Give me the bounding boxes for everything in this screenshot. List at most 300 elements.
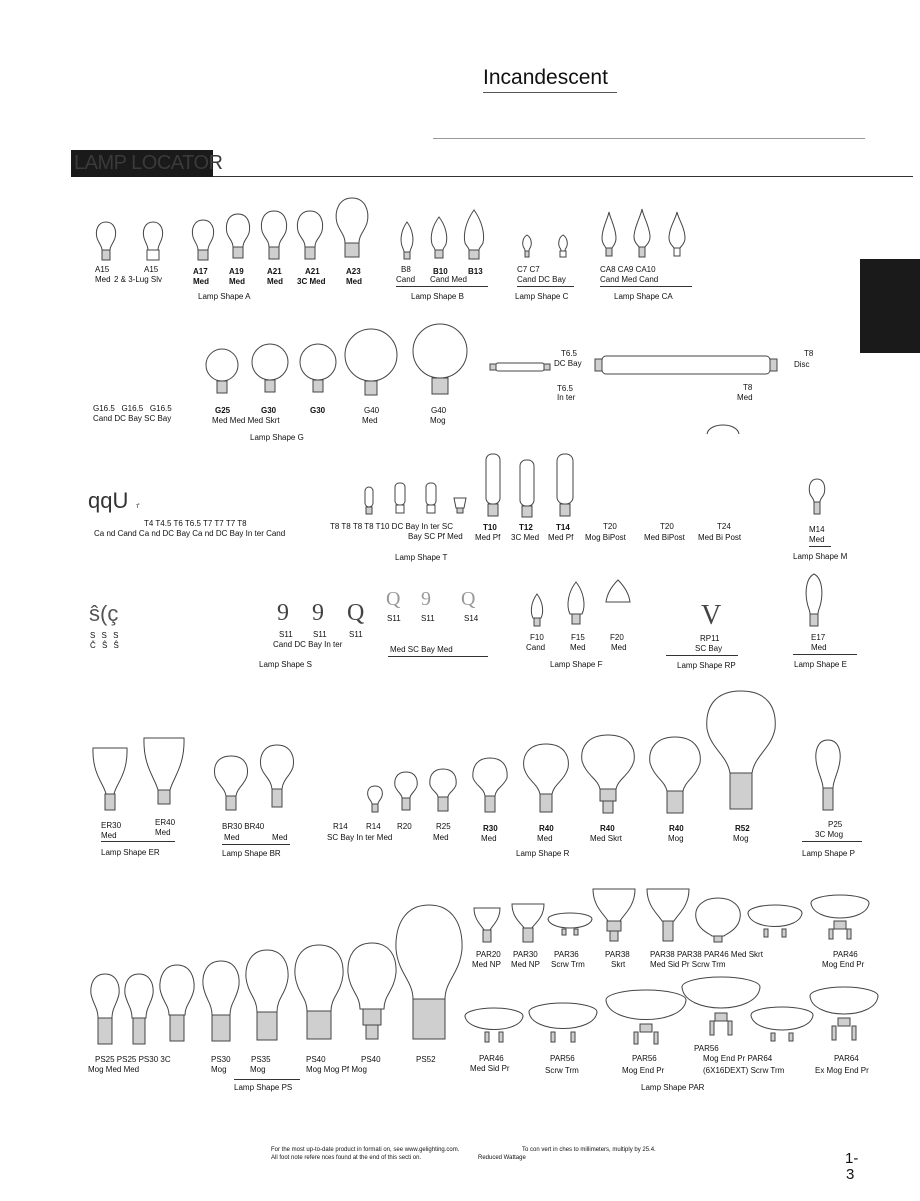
a21-label: A21 — [267, 267, 282, 276]
bulb-a21-3c-icon — [295, 209, 325, 263]
ps30-base: Mog — [211, 1065, 227, 1074]
b-underline — [396, 286, 488, 287]
bulb-br40-icon — [257, 743, 297, 817]
par56-scrw-base: Scrw Trm — [545, 1066, 579, 1075]
footer-note-2: All foot note refere nces found at the end of this secti on. — [271, 1155, 422, 1161]
bulb-er40-icon — [141, 734, 187, 810]
ca-labels: CA8 CA9 CA10 — [600, 265, 656, 274]
page-title: Incandescent — [483, 66, 608, 89]
bulb-a19 — [224, 212, 252, 262]
a19-base: Med — [229, 277, 245, 286]
a23-label: A23 — [346, 267, 361, 276]
t14-label: T14 — [556, 523, 570, 532]
t-mid-labels: T8 T8 T8 T8 T10 DC Bay In ter SC — [330, 522, 454, 531]
tube-t10-sc-icon — [452, 496, 468, 516]
t65int-base: In ter — [557, 393, 576, 402]
bulb-par38-med-icon — [645, 887, 691, 947]
bulb-par56-mog-icon — [604, 988, 688, 1050]
bulb-b10 — [428, 215, 450, 261]
tube-t8-dc — [393, 481, 407, 517]
bulb-f15-icon — [564, 580, 588, 628]
par46-end-base: Mog End Pr — [822, 960, 865, 969]
r30-base: Med — [481, 834, 497, 843]
rp11-glyph: V — [701, 600, 722, 631]
caption-e: Lamp Shape E — [794, 660, 847, 669]
er30-base: Med — [101, 831, 117, 840]
b8-label: B8 — [401, 265, 411, 274]
par36-base: Scrw Trm — [551, 960, 585, 969]
m-underline — [809, 546, 831, 547]
bulb-c7-dc — [556, 233, 570, 259]
bulb-par46-scrw-icon — [746, 903, 804, 943]
bulb-e17-icon — [802, 572, 826, 630]
tube-t12 — [517, 458, 537, 522]
bulb-e17 — [802, 572, 826, 630]
caption-er: Lamp Shape ER — [101, 848, 160, 857]
bulb-g25 — [204, 347, 240, 399]
bulb-par38-sidpr — [692, 896, 744, 946]
caption-br: Lamp Shape BR — [222, 849, 281, 858]
bulb-par46-end — [809, 893, 871, 945]
rp11-base: SC Bay — [695, 644, 723, 653]
a15-lug-base: 2 & 3-Lug Slv — [114, 275, 163, 284]
s11-scbay-label: S11 — [421, 614, 435, 623]
s-small-row1: S S S — [90, 631, 121, 640]
t10-base: Med Pf — [475, 533, 501, 542]
t-glyph-sub: т̑ — [136, 504, 139, 510]
bulb-a23 — [333, 196, 371, 264]
bulb-br40 — [257, 743, 297, 817]
bulb-a17 — [190, 218, 216, 264]
t65dc-label: T6.5 — [561, 349, 578, 358]
br-underline — [222, 844, 290, 845]
ps40-mog-label: PS40 — [306, 1055, 326, 1064]
rp11-label: RP11 — [700, 634, 720, 643]
a17-base: Med — [193, 277, 209, 286]
caption-t: Lamp Shape T — [395, 553, 448, 562]
bulb-er30-icon — [90, 744, 130, 816]
caption-g: Lamp Shape G — [250, 433, 304, 442]
par30-base: Med NP — [511, 960, 540, 969]
bulb-par36 — [546, 911, 594, 939]
par38-skrt-base: Skrt — [611, 960, 626, 969]
r14-sc-label: R14 — [333, 822, 348, 831]
footer-note-1: For the most up-to-date product in formati on, see www.gelighting.com. — [271, 1147, 460, 1153]
tube-t10-sc — [452, 496, 468, 516]
bulb-par38-skrt-icon — [591, 887, 637, 947]
bulb-g30-skrt-icon — [298, 342, 338, 398]
g40-mog-base: Mog — [430, 416, 446, 425]
bulb-f20-icon — [604, 578, 632, 604]
bulb-r40-skrt — [578, 733, 638, 819]
bulb-a21-icon — [259, 209, 289, 263]
bulb-par36-icon — [546, 911, 594, 939]
par56-bot-label: (6X16DEXT) Scrw Trm — [703, 1066, 785, 1075]
g40-mog-label: G40 — [431, 406, 447, 415]
bulb-b10-icon — [428, 215, 450, 261]
par64-label: PAR64 — [834, 1054, 859, 1063]
caption-ca: Lamp Shape CA — [614, 292, 673, 301]
g-small-bases: Cand DC Bay SC Bay — [93, 414, 172, 423]
bulb-r40-skrt-icon — [578, 733, 638, 819]
bulb-r14-sc — [365, 784, 385, 816]
bulb-par46-sid-icon — [463, 1004, 525, 1048]
par46-sid-base: Med Sid Pr — [470, 1064, 510, 1073]
s11-int-label: S11 — [349, 630, 363, 639]
tube-t10-icon — [483, 452, 503, 522]
par38-skrt-label: PAR38 — [605, 950, 630, 959]
section-rule — [213, 176, 913, 177]
bulb-par46-end-icon — [809, 893, 871, 945]
par64-base: Ex Mog End Pr — [815, 1066, 869, 1075]
tube-t8-icon — [594, 355, 778, 375]
t-left-labels: T4 T4.5 T6 T6.5 T7 T7 T7 T8 — [144, 519, 247, 528]
s11-dc-label: S11 — [313, 630, 327, 639]
bulb-ca8 — [599, 210, 619, 260]
tube-t8 — [594, 355, 778, 375]
bulb-g40-mog-icon — [411, 322, 469, 402]
tube-t8-int — [424, 481, 438, 517]
t-mid-bases: Bay SC Pf Med — [408, 532, 463, 541]
r52-label: R52 — [735, 824, 750, 833]
t-left-bases: Ca nd Cand Ca nd DC Bay Ca nd DC Bay In ter Cand — [94, 529, 286, 538]
bulb-er30 — [90, 744, 130, 816]
bulb-r30-icon — [470, 756, 510, 818]
tube-t8-arc-icon — [705, 418, 741, 436]
t8med-base: Med — [737, 393, 753, 402]
t20-bipost-label: T20 — [603, 522, 617, 531]
r40-mog-label: R40 — [669, 824, 684, 833]
a15-base: Med — [95, 275, 111, 284]
bulb-ps35-icon — [243, 948, 291, 1052]
tube-t65-icon — [489, 362, 551, 372]
s-glyph-left: ŝ(ç — [89, 601, 119, 626]
a21-3c-label: A21 — [305, 267, 320, 276]
f15-label: F15 — [571, 633, 585, 642]
bulb-par30 — [510, 902, 546, 946]
par-top-mid2: Med Sid Pr Scrw Trm — [650, 960, 726, 969]
r25-label: R25 — [436, 822, 451, 831]
bulb-ps30-mog-icon — [200, 959, 242, 1051]
s11-cand-label: S11 — [279, 630, 293, 639]
a15-lug-label: A15 — [144, 265, 159, 274]
bulb-par38-med — [645, 887, 691, 947]
er-underline — [101, 841, 175, 842]
bulb-par64-scrw — [749, 1005, 815, 1047]
page-number-top: 1- — [845, 1150, 859, 1167]
bulb-ca10-icon — [666, 210, 688, 260]
r52-base: Mog — [733, 834, 749, 843]
caption-p: Lamp Shape P — [802, 849, 855, 858]
t10-label: T10 — [483, 523, 497, 532]
bulb-r40-med-icon — [520, 742, 572, 820]
a21-3c-base: 3C Med — [297, 277, 326, 286]
ca-underline — [600, 286, 692, 287]
t65dc-base: DC Bay — [554, 359, 582, 368]
tube-t12-icon — [517, 458, 537, 522]
r40-med-base: Med — [537, 834, 553, 843]
par46-end-label: PAR46 — [833, 950, 858, 959]
bulb-br30-icon — [211, 754, 251, 816]
f10-label: F10 — [530, 633, 544, 642]
r30-label: R30 — [483, 824, 498, 833]
ps-underline — [234, 1079, 300, 1080]
er30-label: ER30 — [101, 821, 122, 830]
bulb-ps25-mog — [88, 972, 122, 1052]
bulb-ps52-icon — [393, 903, 465, 1053]
caption-f: Lamp Shape F — [550, 660, 603, 669]
caption-s: Lamp Shape S — [259, 660, 312, 669]
bulb-ps25-med-icon — [122, 972, 156, 1052]
a23-base: Med — [346, 277, 362, 286]
tube-t65 — [489, 362, 551, 372]
bulb-ps25-mog-icon — [88, 972, 122, 1052]
caption-c: Lamp Shape C — [515, 292, 569, 301]
tube-t8-arc — [705, 418, 741, 436]
tube-t14 — [554, 452, 576, 522]
bulb-ps40-pf — [345, 941, 399, 1053]
caption-par: Lamp Shape PAR — [641, 1083, 705, 1092]
bulb-r25-icon — [427, 767, 459, 817]
br30-base: Med — [224, 833, 240, 842]
bulb-m14-icon — [806, 477, 828, 521]
bulb-par64-scrw-icon — [749, 1005, 815, 1047]
bulb-r30 — [470, 756, 510, 818]
e-underline — [793, 654, 857, 655]
par56-mid-label: Mog End Pr PAR64 — [703, 1054, 773, 1063]
caption-a: Lamp Shape A — [198, 292, 251, 301]
caption-m: Lamp Shape M — [793, 552, 848, 561]
s11-int-glyph: Q — [347, 600, 365, 626]
bulb-a15-lug — [140, 220, 166, 264]
ps40-pf-label: PS40 — [361, 1055, 381, 1064]
ps30-label: PS30 — [211, 1055, 231, 1064]
t24-label: T24 — [717, 522, 731, 531]
f15-base: Med — [570, 643, 586, 652]
r40-mog-base: Mog — [668, 834, 684, 843]
par20-label: PAR20 — [476, 950, 501, 959]
bulb-ca10 — [666, 210, 688, 260]
bulb-a15-med-icon — [94, 220, 118, 264]
t8disc-label: T8 — [804, 349, 814, 358]
s11-cand-glyph: 9 — [277, 600, 289, 626]
bulb-r40-med — [520, 742, 572, 820]
bulb-r25 — [427, 767, 459, 817]
bulb-f10-icon — [528, 592, 546, 630]
t8disc-base: Disc — [794, 360, 810, 369]
bulb-b8 — [398, 220, 416, 262]
bulb-ps40-mog-icon — [292, 943, 346, 1053]
header-rule — [433, 138, 865, 139]
tube-t8-int-icon — [424, 481, 438, 517]
par46-sid-label: PAR46 — [479, 1054, 504, 1063]
bulb-r20 — [392, 770, 420, 816]
tube-t8-cand-icon — [363, 485, 375, 517]
bulb-a21-3c — [295, 209, 325, 263]
rp-underline — [666, 655, 738, 656]
a15-label: A15 — [95, 265, 110, 274]
b8-base: Cand — [396, 275, 416, 284]
footer-note-1b: To con vert in ches to millimeters, multiply by 25.4. — [522, 1147, 656, 1153]
bulb-par20-icon — [472, 906, 502, 946]
bulb-a15-med — [94, 220, 118, 264]
t65int-label: T6.5 — [557, 384, 574, 393]
s-small-row2: Č Ŝ Ŝ — [90, 641, 121, 650]
t14-base: Med Pf — [548, 533, 574, 542]
bulb-par38-sidpr-icon — [692, 896, 744, 946]
footer-note-2b: Reduced Wattage — [478, 1155, 526, 1161]
bulb-r40-mog-icon — [646, 735, 704, 821]
bulb-r52-icon — [703, 689, 779, 821]
tube-t10 — [483, 452, 503, 522]
page-number-bottom: 3 — [846, 1166, 855, 1183]
bulb-ps35 — [243, 948, 291, 1052]
par56-mog-base: Mog End Pr — [622, 1066, 665, 1075]
bulb-a17-icon — [190, 218, 216, 264]
g40-med-base: Med — [362, 416, 378, 425]
bulb-ps52 — [393, 903, 465, 1053]
p25-base: 3C Mog — [815, 830, 844, 839]
r14-int-label: R14 — [366, 822, 381, 831]
b10-base: Cand Med — [430, 275, 467, 284]
bulb-ps40-pf-icon — [345, 941, 399, 1053]
t24-base: Med Bi Post — [698, 533, 742, 542]
par20-base: Med NP — [472, 960, 501, 969]
bulb-a19-icon — [224, 212, 252, 262]
par36-label: PAR36 — [554, 950, 579, 959]
t20-medbipost-label: T20 — [660, 522, 674, 531]
a17-label: A17 — [193, 267, 208, 276]
e17-label: E17 — [811, 633, 826, 642]
tube-t8-dc-icon — [393, 481, 407, 517]
caption-r: Lamp Shape R — [516, 849, 570, 858]
r20-label: R20 — [397, 822, 412, 831]
bulb-c7-cand-icon — [520, 233, 534, 259]
t-glyphs: qqU — [88, 488, 129, 513]
s14-glyph: Q — [461, 588, 476, 610]
bulb-par38-skrt — [591, 887, 637, 947]
r40-med-label: R40 — [539, 824, 554, 833]
bulb-par64-exmog-icon — [808, 984, 880, 1048]
bulb-ps30 — [157, 963, 197, 1051]
g40-med-label: G40 — [364, 406, 380, 415]
bulb-f10 — [528, 592, 546, 630]
par56-top-label: PAR56 — [694, 1044, 719, 1053]
p-underline — [802, 841, 862, 842]
caption-ps: Lamp Shape PS — [234, 1083, 293, 1092]
bulb-g40-med — [343, 327, 399, 401]
m14-label: M14 — [809, 525, 825, 534]
s-big-bases: Cand DC Bay In ter — [273, 640, 343, 649]
bulb-par30-icon — [510, 902, 546, 946]
t12-label: T12 — [519, 523, 533, 532]
s11-scbay-glyph: 9 — [421, 588, 431, 610]
bulb-g30-med-icon — [250, 342, 290, 398]
g25-label: G25 — [215, 406, 231, 415]
side-tab — [860, 259, 920, 353]
g30-skrt-label: G30 — [310, 406, 326, 415]
m14-base: Med — [809, 535, 825, 544]
ca-bases: Cand Med Cand — [600, 275, 659, 284]
bulb-par46-sid — [463, 1004, 525, 1048]
par56-scrw-label: PAR56 — [550, 1054, 575, 1063]
g-mid-bases: Med Med Med Skrt — [212, 416, 280, 425]
bulb-r40-mog — [646, 735, 704, 821]
par30-label: PAR30 — [513, 950, 538, 959]
ps-labels: PS25 PS25 PS30 3C — [95, 1055, 171, 1064]
bulb-er40 — [141, 734, 187, 810]
r-small-bases: SC Bay In ter Med — [327, 833, 393, 842]
c-underline — [517, 286, 574, 287]
r25-base: Med — [433, 833, 449, 842]
s-light-underline — [388, 656, 488, 657]
f10-base: Cand — [526, 643, 546, 652]
bulb-a21 — [259, 209, 289, 263]
bulb-r14-sc-icon — [365, 784, 385, 816]
s11-med-glyph: Q — [386, 588, 401, 610]
s-light-bases: Med SC Bay Med — [390, 645, 453, 654]
bulb-g30-med — [250, 342, 290, 398]
b10-label: B10 — [433, 267, 448, 276]
er40-base: Med — [155, 828, 171, 837]
bulb-g40-med-icon — [343, 327, 399, 401]
a19-label: A19 — [229, 267, 244, 276]
c-bases: Cand DC Bay — [517, 275, 566, 284]
tube-t14-icon — [554, 452, 576, 522]
bulb-ps30-mog — [200, 959, 242, 1051]
bulb-b8-icon — [398, 220, 416, 262]
bulb-f15 — [564, 580, 588, 628]
t20-medbipost-base: Med BiPost — [644, 533, 685, 542]
s14-label: S14 — [464, 614, 479, 623]
bulb-g40-mog — [411, 322, 469, 402]
par56-mog-label: PAR56 — [632, 1054, 657, 1063]
g30-med-label: G30 — [261, 406, 277, 415]
par-top-mid: PAR38 PAR38 PAR46 Med Skrt — [650, 950, 763, 959]
bulb-ca8-icon — [599, 210, 619, 260]
bulb-ca9 — [631, 207, 653, 261]
bulb-par64-exmog — [808, 984, 880, 1048]
ps52-label: PS52 — [416, 1055, 436, 1064]
s11-dc-glyph: 9 — [312, 600, 324, 626]
bulb-c7-dc-icon — [556, 233, 570, 259]
br-labels: BR30 BR40 — [222, 822, 265, 831]
ps-bases: Mog Med Med — [88, 1065, 140, 1074]
ps40-bases: Mog Mog Pf Mog — [306, 1065, 367, 1074]
c-labels: C7 C7 — [517, 265, 540, 274]
bulb-ps25-med — [122, 972, 156, 1052]
t8med-label: T8 — [743, 383, 753, 392]
bulb-par56-scrw — [527, 1000, 599, 1048]
bulb-r52 — [703, 689, 779, 821]
bulb-a23-icon — [333, 196, 371, 264]
bulb-c7-cand — [520, 233, 534, 259]
g-small-labels: G16.5 G16.5 G16.5 — [93, 404, 172, 413]
t20-bipost-base: Mog BiPost — [585, 533, 626, 542]
bulb-b13 — [461, 208, 487, 262]
caption-rp: Lamp Shape RP — [677, 661, 736, 670]
bulb-g30-skrt — [298, 342, 338, 398]
bulb-r20-icon — [392, 770, 420, 816]
bulb-ps40-mog — [292, 943, 346, 1053]
s11-med-label: S11 — [387, 614, 401, 623]
bulb-m14 — [806, 477, 828, 521]
er40-label: ER40 — [155, 818, 176, 827]
bulb-f20 — [604, 578, 632, 604]
ps35-base: Mog — [250, 1065, 266, 1074]
tube-t8-cand — [363, 485, 375, 517]
bulb-br30 — [211, 754, 251, 816]
